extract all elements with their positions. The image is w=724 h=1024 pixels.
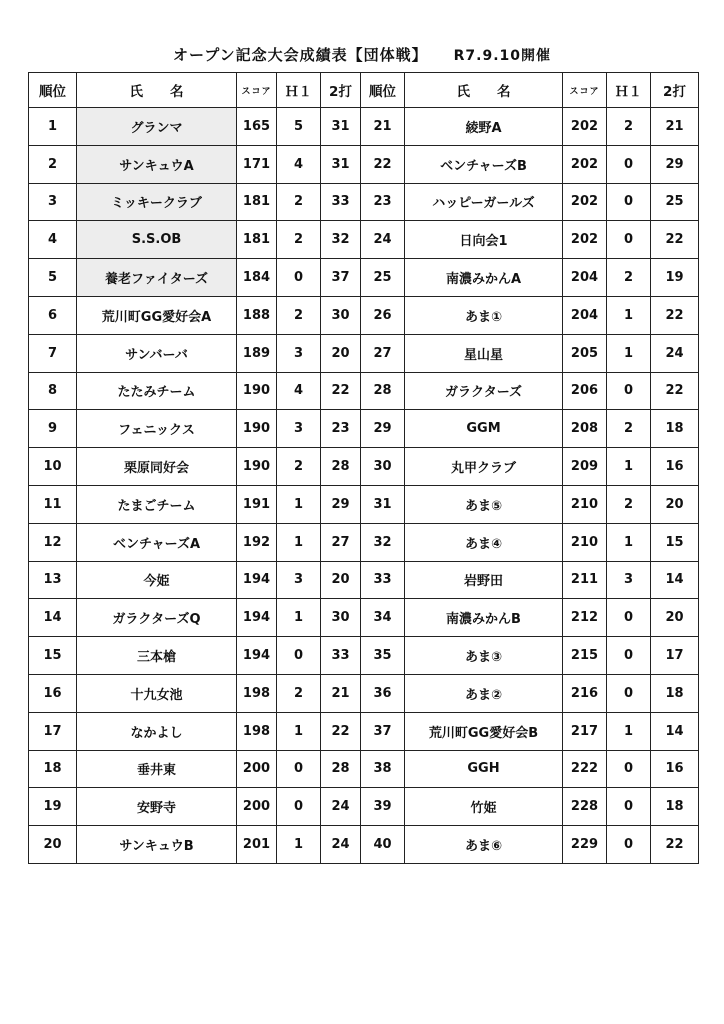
left-score-cell: 165 [237,108,277,146]
left-h1-cell: 5 [277,108,321,146]
table-row [29,788,699,826]
right-h1-cell: 0 [607,750,651,788]
table-row [29,750,699,788]
table-row [29,221,699,259]
right-rank-cell: 32 [361,523,405,561]
right-h1-cell: 0 [607,599,651,637]
right-name-cell: 綾野A [405,108,563,146]
left-two-cell: 37 [321,259,361,297]
left-score-cell: 198 [237,674,277,712]
left-h1-cell: 2 [277,183,321,221]
left-score-cell: 194 [237,599,277,637]
right-two-cell: 18 [651,410,699,448]
right-h1-cell: 0 [607,221,651,259]
left-rank-cell: 16 [29,674,77,712]
right-rank-cell: 37 [361,712,405,750]
right-two-cell: 15 [651,523,699,561]
right-h1-cell: 0 [607,372,651,410]
left-two-cell: 28 [321,448,361,486]
right-score-cell: 202 [563,183,607,221]
left-score-cell: 188 [237,296,277,334]
left-two-cell: 27 [321,523,361,561]
right-h1-cell: 0 [607,637,651,675]
left-name-cell: サンキュウA [77,145,237,183]
left-two-cell: 20 [321,334,361,372]
left-h1-cell: 1 [277,523,321,561]
left-rank-cell: 14 [29,599,77,637]
right-two-cell: 22 [651,221,699,259]
results-table [28,72,699,864]
right-two-cell: 22 [651,826,699,864]
left-name-cell: 安野寺 [77,788,237,826]
left-h1-cell: 1 [277,485,321,523]
right-name-cell: GGM [405,410,563,448]
table-row [29,599,699,637]
right-name-cell: あま⑥ [405,826,563,864]
left-h1-cell: 3 [277,334,321,372]
left-name-cell: 垂井東 [77,750,237,788]
right-rank-cell: 29 [361,410,405,448]
right-rank-cell: 21 [361,108,405,146]
left-score-cell: 181 [237,221,277,259]
left-two-cell: 30 [321,599,361,637]
right-name-cell: 岩野田 [405,561,563,599]
right-two-cell: 29 [651,145,699,183]
right-h1-cell: 1 [607,712,651,750]
right-score-cell: 209 [563,448,607,486]
right-rank-cell: 39 [361,788,405,826]
left-two-cell: 28 [321,750,361,788]
left-two-cell: 22 [321,372,361,410]
right-score-cell: 212 [563,599,607,637]
right-name-cell: 南濃みかんB [405,599,563,637]
left-rank-cell: 12 [29,523,77,561]
left-score-cell: 190 [237,448,277,486]
left-name-cell: グランマ [77,108,237,146]
table-row [29,637,699,675]
right-two-cell: 18 [651,674,699,712]
left-two-cell: 20 [321,561,361,599]
left-two-cell: 31 [321,145,361,183]
right-h1-cell: 2 [607,410,651,448]
right-two-cell: 16 [651,750,699,788]
left-rank-cell: 8 [29,372,77,410]
left-score-cell: 171 [237,145,277,183]
right-h1-cell: 1 [607,523,651,561]
col-name-right: 氏 名 [405,73,563,108]
right-two-cell: 20 [651,599,699,637]
left-score-cell: 201 [237,826,277,864]
right-h1-cell: 2 [607,259,651,297]
left-h1-cell: 2 [277,296,321,334]
right-name-cell: 荒川町GG愛好会B [405,712,563,750]
right-two-cell: 22 [651,296,699,334]
left-two-cell: 23 [321,410,361,448]
left-rank-cell: 5 [29,259,77,297]
left-h1-cell: 4 [277,372,321,410]
left-rank-cell: 10 [29,448,77,486]
right-name-cell: 日向会1 [405,221,563,259]
right-name-cell: あま③ [405,637,563,675]
left-rank-cell: 7 [29,334,77,372]
left-h1-cell: 2 [277,448,321,486]
right-rank-cell: 34 [361,599,405,637]
left-name-cell: ミッキークラブ [77,183,237,221]
right-h1-cell: 2 [607,108,651,146]
right-score-cell: 210 [563,523,607,561]
right-two-cell: 18 [651,788,699,826]
left-score-cell: 198 [237,712,277,750]
header-row [29,73,699,108]
left-rank-cell: 9 [29,410,77,448]
table-row [29,183,699,221]
right-two-cell: 25 [651,183,699,221]
table-row [29,334,699,372]
table-row [29,561,699,599]
left-h1-cell: 0 [277,259,321,297]
right-rank-cell: 35 [361,637,405,675]
title-text: オープン記念大会成績表【団体戦】 [172,46,428,64]
right-rank-cell: 40 [361,826,405,864]
right-rank-cell: 25 [361,259,405,297]
left-rank-cell: 3 [29,183,77,221]
left-name-cell: たたみチーム [77,372,237,410]
event-date: R7.9.10開催 [453,48,552,64]
left-score-cell: 191 [237,485,277,523]
right-rank-cell: 22 [361,145,405,183]
right-score-cell: 208 [563,410,607,448]
table-row [29,485,699,523]
left-score-cell: 190 [237,372,277,410]
col-rank-right: 順位 [361,73,405,108]
right-score-cell: 216 [563,674,607,712]
table-row [29,410,699,448]
table-row [29,523,699,561]
left-two-cell: 22 [321,712,361,750]
left-score-cell: 194 [237,561,277,599]
table-row [29,296,699,334]
left-two-cell: 29 [321,485,361,523]
right-rank-cell: 24 [361,221,405,259]
col-2da-right: 2打 [651,73,699,108]
left-rank-cell: 20 [29,826,77,864]
col-rank-left: 順位 [29,73,77,108]
left-score-cell: 200 [237,750,277,788]
right-score-cell: 228 [563,788,607,826]
left-score-cell: 200 [237,788,277,826]
left-rank-cell: 13 [29,561,77,599]
table-row [29,674,699,712]
left-name-cell: S.S.OB [77,221,237,259]
right-score-cell: 205 [563,334,607,372]
left-h1-cell: 1 [277,826,321,864]
left-h1-cell: 1 [277,712,321,750]
left-name-cell: なかよし [77,712,237,750]
left-two-cell: 31 [321,108,361,146]
right-score-cell: 202 [563,108,607,146]
left-h1-cell: 2 [277,674,321,712]
right-score-cell: 210 [563,485,607,523]
table-row [29,712,699,750]
right-h1-cell: 1 [607,296,651,334]
left-name-cell: ベンチャーズA [77,523,237,561]
left-two-cell: 21 [321,674,361,712]
right-two-cell: 19 [651,259,699,297]
left-rank-cell: 6 [29,296,77,334]
left-name-cell: フェニックス [77,410,237,448]
right-name-cell: ハッピーガールズ [405,183,563,221]
left-name-cell: 三本槍 [77,637,237,675]
table-row [29,145,699,183]
right-two-cell: 17 [651,637,699,675]
col-name-left: 氏 名 [77,73,237,108]
left-score-cell: 189 [237,334,277,372]
right-score-cell: 215 [563,637,607,675]
left-rank-cell: 2 [29,145,77,183]
left-h1-cell: 1 [277,599,321,637]
left-name-cell: 今姫 [77,561,237,599]
left-h1-cell: 0 [277,637,321,675]
right-score-cell: 202 [563,145,607,183]
right-score-cell: 217 [563,712,607,750]
right-name-cell: 南濃みかんA [405,259,563,297]
right-name-cell: あま④ [405,523,563,561]
right-h1-cell: 0 [607,183,651,221]
right-h1-cell: 1 [607,334,651,372]
table-row [29,826,699,864]
left-two-cell: 24 [321,788,361,826]
right-h1-cell: 1 [607,448,651,486]
left-name-cell: 栗原同好会 [77,448,237,486]
left-rank-cell: 19 [29,788,77,826]
right-two-cell: 22 [651,372,699,410]
right-two-cell: 16 [651,448,699,486]
left-two-cell: 24 [321,826,361,864]
right-rank-cell: 33 [361,561,405,599]
left-rank-cell: 18 [29,750,77,788]
left-score-cell: 192 [237,523,277,561]
right-h1-cell: 0 [607,145,651,183]
left-h1-cell: 3 [277,561,321,599]
left-two-cell: 33 [321,637,361,675]
right-h1-cell: 0 [607,788,651,826]
table-row [29,108,699,146]
left-score-cell: 181 [237,183,277,221]
left-rank-cell: 17 [29,712,77,750]
right-score-cell: 206 [563,372,607,410]
col-h1-left: Ｈ１ [277,73,321,108]
right-two-cell: 21 [651,108,699,146]
left-rank-cell: 4 [29,221,77,259]
right-score-cell: 211 [563,561,607,599]
left-name-cell: サンバーバ [77,334,237,372]
right-rank-cell: 38 [361,750,405,788]
right-two-cell: 14 [651,712,699,750]
right-rank-cell: 23 [361,183,405,221]
right-rank-cell: 26 [361,296,405,334]
right-rank-cell: 30 [361,448,405,486]
left-name-cell: サンキュウB [77,826,237,864]
right-rank-cell: 27 [361,334,405,372]
right-score-cell: 202 [563,221,607,259]
left-score-cell: 194 [237,637,277,675]
left-name-cell: 十九女池 [77,674,237,712]
table-row [29,259,699,297]
right-score-cell: 204 [563,259,607,297]
left-rank-cell: 15 [29,637,77,675]
table-row [29,372,699,410]
right-two-cell: 14 [651,561,699,599]
left-two-cell: 33 [321,183,361,221]
right-name-cell: あま① [405,296,563,334]
right-two-cell: 20 [651,485,699,523]
col-score-right: スコア [563,73,607,108]
table-row [29,448,699,486]
right-h1-cell: 2 [607,485,651,523]
left-rank-cell: 11 [29,485,77,523]
right-h1-cell: 0 [607,826,651,864]
right-name-cell: 丸甲クラブ [405,448,563,486]
right-rank-cell: 28 [361,372,405,410]
col-score-left: スコア [237,73,277,108]
right-name-cell: 星山星 [405,334,563,372]
right-rank-cell: 31 [361,485,405,523]
left-two-cell: 30 [321,296,361,334]
right-score-cell: 229 [563,826,607,864]
right-h1-cell: 3 [607,561,651,599]
left-h1-cell: 0 [277,750,321,788]
left-h1-cell: 3 [277,410,321,448]
left-two-cell: 32 [321,221,361,259]
right-name-cell: ガラクターズ [405,372,563,410]
right-name-cell: GGH [405,750,563,788]
right-name-cell: 竹姫 [405,788,563,826]
left-name-cell: 養老ファイターズ [77,259,237,297]
right-name-cell: あま⑤ [405,485,563,523]
left-h1-cell: 2 [277,221,321,259]
right-name-cell: ベンチャーズB [405,145,563,183]
right-h1-cell: 0 [607,674,651,712]
right-score-cell: 222 [563,750,607,788]
page-title [0,44,724,65]
left-name-cell: ガラクターズQ [77,599,237,637]
right-rank-cell: 36 [361,674,405,712]
right-name-cell: あま② [405,674,563,712]
left-name-cell: たまごチーム [77,485,237,523]
right-score-cell: 204 [563,296,607,334]
left-name-cell: 荒川町GG愛好会A [77,296,237,334]
left-rank-cell: 1 [29,108,77,146]
left-h1-cell: 0 [277,788,321,826]
col-h1-right: Ｈ１ [607,73,651,108]
left-score-cell: 184 [237,259,277,297]
col-2da-left: 2打 [321,73,361,108]
left-score-cell: 190 [237,410,277,448]
left-h1-cell: 4 [277,145,321,183]
right-two-cell: 24 [651,334,699,372]
